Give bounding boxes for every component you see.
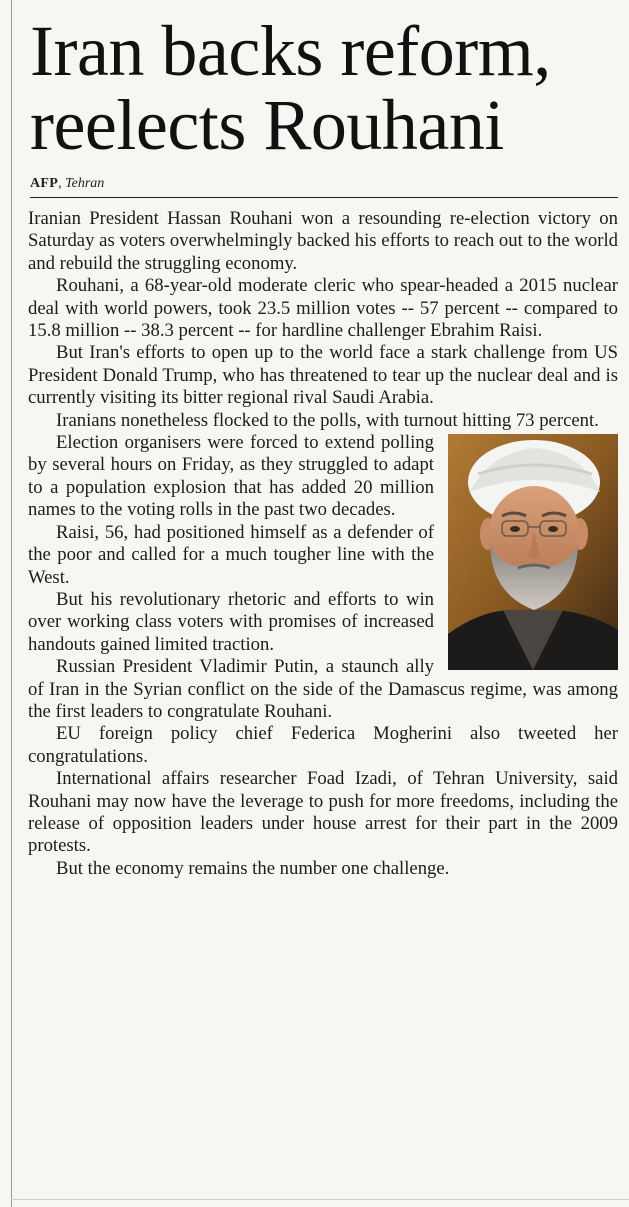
paragraph-4: Iranians nonetheless flocked to the polls, with turnout hitting 73 percent.	[56, 409, 599, 431]
headline: Iran backs reform, reelects Rouhani	[30, 11, 551, 165]
column-rule	[11, 0, 12, 1207]
dateline-city: Tehran	[65, 176, 105, 191]
paragraph-9: EU foreign policy chief Federica Mogherini also tweeted her congratulations.	[28, 723, 618, 767]
headline-divider	[30, 197, 618, 198]
paragraph-5: Election organisers were forced to extend polling by several hours on Friday, as they struggled to adapt to a population explosion that has added 20 million names to the voting rolls in the past two decades.	[28, 432, 434, 521]
paragraph-10: International affairs researcher Foad Izadi, of Tehran University, said Rouhani may now have the leverage to push for more freedoms, including the release of opposition leaders under house arrest for their part in the 2009 protests.	[28, 768, 618, 857]
dateline: AFP, Tehran	[30, 176, 105, 191]
paragraph-8: Russian President Vladimir Putin, a staunch ally of Iran in the Syrian conflict on the side of the Damascus regime, was among the first leaders to congratulate Rouhani.	[28, 656, 618, 722]
paragraph-3: But Iran's efforts to open up to the world face a stark challenge from US President Donald Trump, who has threatened to tear up the nuclear deal and is currently visiting its bitter regional rival Saudi Arabia.	[28, 342, 618, 409]
dateline-agency: AFP	[30, 176, 59, 191]
paragraph-11: But the economy remains the number one challenge.	[56, 857, 450, 879]
paragraph-2: Rouhani, a 68-year-old moderate cleric who spear-headed a 2015 nuclear deal with world powers, took 23.5 million votes -- 57 percent -- compared to 15.8 million -- 38.3 percent -- for hardline challenger Ebrahim Raisi.	[28, 275, 618, 342]
paragraph-7: But his revolutionary rhetoric and efforts to win over working class voters with promises of increased handouts gained limited traction.	[28, 588, 434, 655]
bottom-rule	[11, 1199, 629, 1200]
paragraph-6: Raisi, 56, had positioned himself as a defender of the poor and called for a much tougher line with the West.	[28, 521, 434, 588]
portrait-photo	[448, 434, 618, 670]
article-body	[28, 208, 618, 880]
paragraph-1: Iranian President Hassan Rouhani won a resounding re-election victory on Saturday as voters overwhelmingly backed his efforts to reach out to the world and rebuild the struggling economy.	[28, 208, 618, 274]
